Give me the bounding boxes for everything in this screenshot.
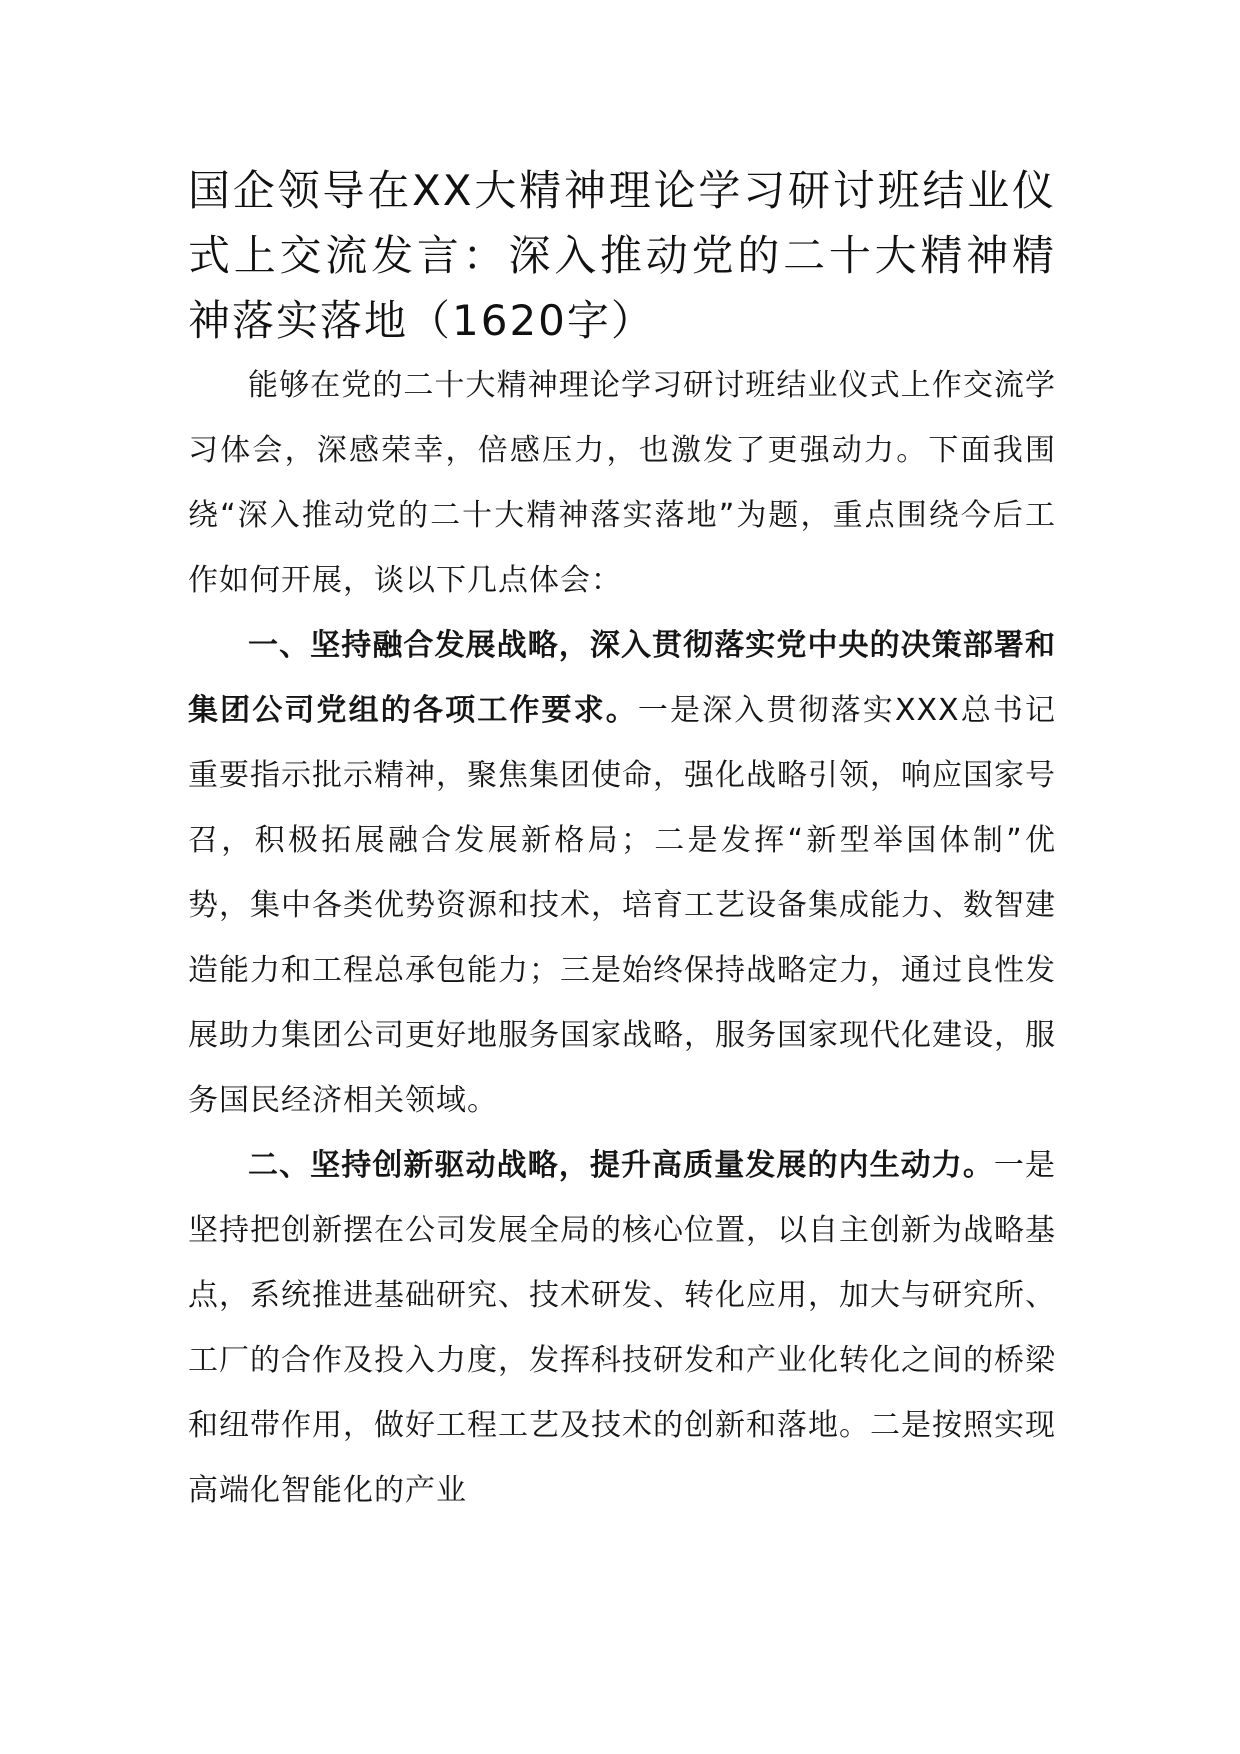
intro-paragraph (188, 353, 1056, 613)
intro-paragraph-text: 能够在党的二十大精神理论学习研讨班结业仪式上作交流学习体会，深感荣幸，倍感压力，也激发了更强动力。下面我围绕“深入推动党的二十大精神落实落地”为题，重点围绕今后工作如何开展，谈以下几点体会： (188, 368, 1056, 598)
section-1-heading: 一、坚持融合发展战略，深入贯彻落实党中央的决策部署和集团公司党组的各项工作要求。 (188, 628, 1056, 728)
section-1-paragraph (188, 613, 1056, 1133)
document-title: 国企领导在XX大精神理论学习研讨班结业仪式上交流发言：深入推动党的二十大精神精神落实落地（1620字） (188, 166, 1056, 345)
document-body (188, 158, 1056, 1523)
section-1-text: 一是深入贯彻落实XXX总书记重要指示批示精神，聚焦集团使命，强化战略引领，响应国家号召，积极拓展融合发展新格局；二是发挥“新型举国体制”优势，集中各类优势资源和技术，培育工艺设备集成能力、数智建造能力和工程总承包能力；三是始终保持战略定力，通过良性发展助力集团公司更好地服务国家战略，服务国家现代化建设，服务国民经济相关领域。 (188, 693, 1057, 1118)
section-2-heading: 二、坚持创新驱动战略，提升高质量发展的内生动力。 (248, 1148, 994, 1183)
section-2-paragraph (188, 1133, 1056, 1523)
section-2-text: 一是坚持把创新摆在公司发展全局的核心位置，以自主创新为战略基点，系统推进基础研究、技术研发、转化应用，加大与研究所、工厂的合作及投入力度，发挥科技研发和产业化转化之间的桥梁和纽带作用，做好工程工艺及技术的创新和落地。二是按照实现高端化智能化的产业 (188, 1148, 1057, 1508)
